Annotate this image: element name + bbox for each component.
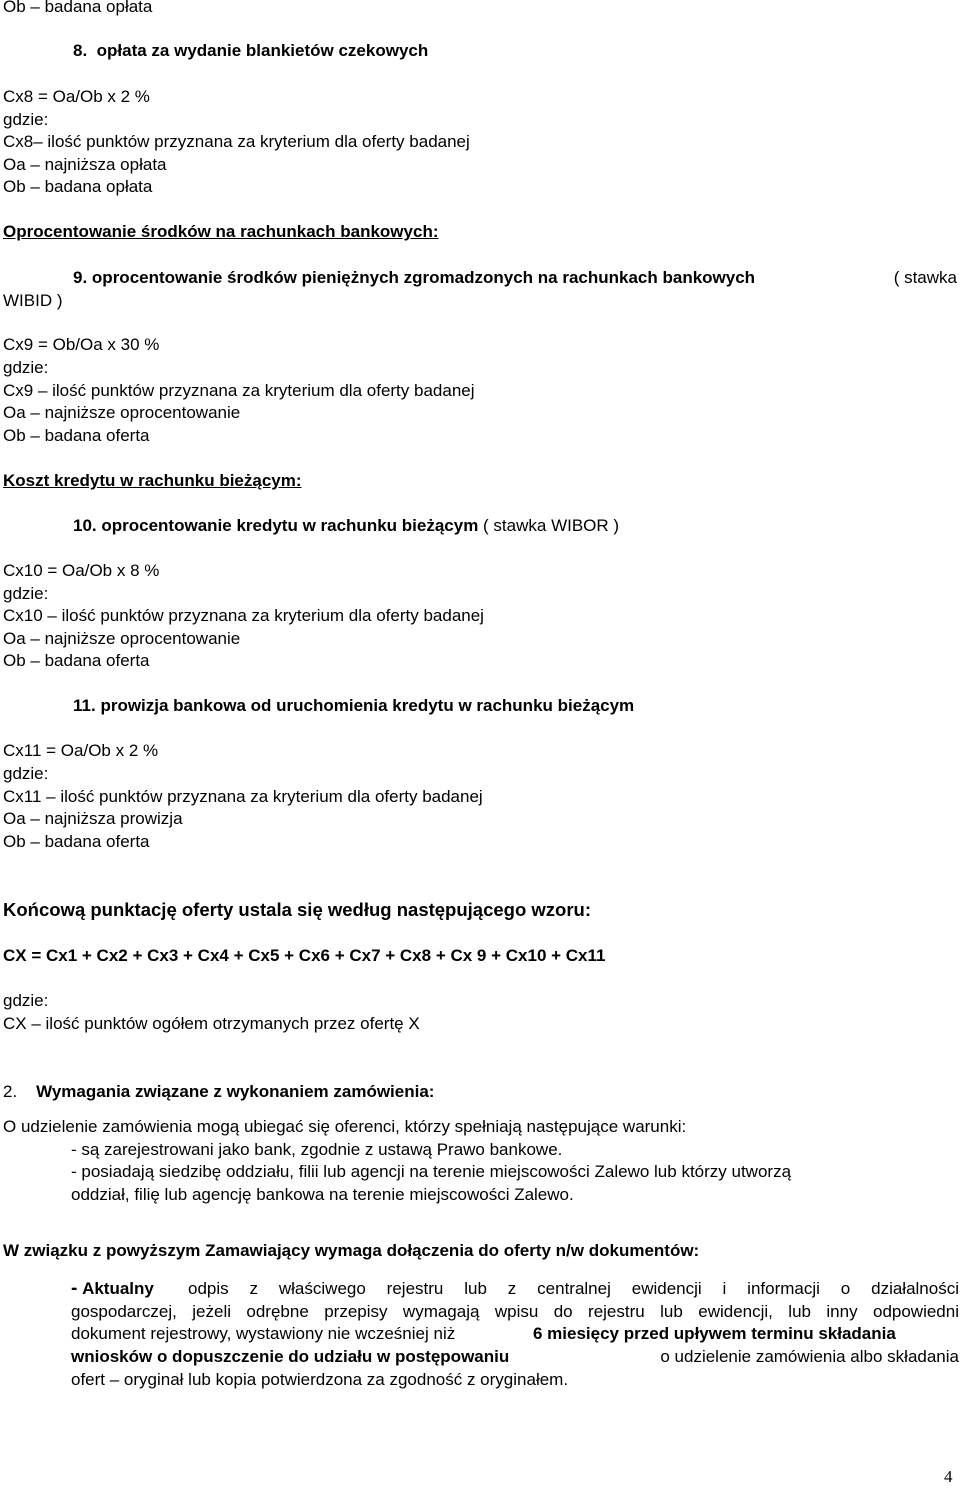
definition-cx: CX – ilość punktów ogółem otrzymanych przez ofertę X [3, 1014, 420, 1033]
document-line-3-bold: 6 miesięcy przed upływem terminu składania [533, 1324, 896, 1343]
heading-11-text: prowizja bankowa od uruchomienia kredytu w rachunku bieżącym [100, 696, 635, 715]
section-heading-credit: Koszt kredytu w rachunku bieżącym: [3, 471, 302, 490]
document-line-4-rest: o udzielenie zamówienia albo składania [660, 1347, 959, 1366]
requirement-item-2: - posiadają siedzibę oddziału, filii lub agencji na terenie miejscowości Zalewo lub którzy utworzą [71, 1162, 792, 1181]
final-score-formula: CX = Cx1 + Cx2 + Cx3 + Cx4 + Cx5 + Cx6 + Cx7 + Cx8 + Cx 9 + Cx10 + Cx11 [3, 946, 606, 965]
definition-ob: Ob – badana oferta [3, 426, 150, 445]
heading-10-number: 10. [73, 516, 97, 535]
documents-heading: W związku z powyższym Zamawiający wymaga dołączenia do oferty n/w dokumentów: [3, 1241, 700, 1260]
definition-cx9: Cx9 – ilość punktów przyznana za kryterium dla oferty badanej [3, 381, 475, 400]
document-paragraph-line-5: ofert – oryginał lub kopia potwierdzona za zgodność z oryginałem. [71, 1370, 569, 1389]
document-paragraph-line-4 [71, 1346, 959, 1368]
requirements-title: Wymagania związane z wykonaniem zamówienia: [36, 1082, 435, 1101]
definition-ob: Ob – badana oferta [3, 651, 150, 670]
heading-11-number: 11. [73, 696, 96, 715]
gdzie-label: gdzie: [3, 764, 49, 783]
definition-cx10: Cx10 – ilość punktów przyznana za kryterium dla oferty badanej [3, 606, 484, 625]
ob-definition-prev: Ob – badana opłata [3, 0, 153, 16]
definition-cx8: Cx8– ilość punktów przyznana za kryterium dla oferty badanej [3, 132, 470, 151]
gdzie-label: gdzie: [3, 584, 49, 603]
heading-9-note: ( stawka [893, 268, 957, 287]
definition-oa: Oa – najniższe oprocentowanie [3, 629, 241, 648]
document-line-3-text: dokument rejestrowy, wystawiony nie wcześniej niż [71, 1324, 456, 1343]
document-paragraph-line-1 [71, 1278, 959, 1300]
document-bold-aktualny: Aktualny [82, 1279, 154, 1298]
heading-8 [73, 40, 428, 62]
gdzie-label: gdzie: [3, 358, 49, 377]
heading-10 [73, 515, 619, 537]
requirements-heading [3, 1081, 434, 1103]
page-number: 4 [944, 1467, 953, 1486]
section-heading-interest: Oprocentowanie środków na rachunkach bankowych: [3, 222, 439, 241]
definition-cx11: Cx11 – ilość punktów przyznana za kryterium dla oferty badanej [3, 787, 483, 806]
document-dash: - [71, 1278, 78, 1299]
document-paragraph-line-2: gospodarczej, jeżeli odrębne przepisy wymagają wpisu do rejestru lub ewidencji, lub inny odpowiedni [71, 1302, 959, 1321]
requirement-item-1: - są zarejestrowani jako bank, zgodnie z ustawą Prawo bankowe. [71, 1140, 563, 1159]
document-paragraph-line-3 [71, 1323, 959, 1345]
heading-10-text: oprocentowanie kredytu w rachunku bieżącym [101, 516, 479, 535]
definition-oa: Oa – najniższa prowizja [3, 809, 183, 828]
heading-11 [73, 695, 634, 717]
formula-cx11: Cx11 = Oa/Ob x 2 % [3, 741, 159, 760]
heading-9-continuation: WIBID ) [3, 291, 63, 310]
heading-8-text: opłata za wydanie blankietów czekowych [96, 41, 429, 60]
formula-cx9: Cx9 = Ob/Oa x 30 % [3, 335, 160, 354]
formula-cx10: Cx10 = Oa/Ob x 8 % [3, 561, 160, 580]
formula-cx8: Cx8 = Oa/Ob x 2 % [3, 87, 150, 106]
gdzie-label: gdzie: [3, 110, 49, 129]
document-line-1-rest: odpis z właściwego rejestru lub z centralnej ewidencji i informacji o działalności [188, 1279, 959, 1298]
heading-10-note: ( stawka WIBOR ) [483, 516, 620, 535]
heading-9-text: oprocentowanie środków pieniężnych zgromadzonych na rachunkach bankowych [91, 268, 756, 287]
heading-8-number: 8. [73, 41, 88, 60]
document-line-4-bold: wniosków o dopuszczenie do udziału w postępowaniu [71, 1347, 510, 1366]
final-score-heading: Końcową punktację oferty ustala się według następującego wzoru: [3, 899, 592, 920]
heading-9 [73, 267, 957, 289]
definition-ob: Ob – badana oferta [3, 832, 150, 851]
definition-ob: Ob – badana opłata [3, 177, 153, 196]
requirements-intro: O udzielenie zamówienia mogą ubiegać się oferenci, którzy spełniają następujące warunki: [3, 1117, 687, 1136]
requirement-item-2-cont: oddział, filię lub agencję bankowa na terenie miejscowości Zalewo. [71, 1185, 574, 1204]
definition-oa: Oa – najniższa opłata [3, 155, 167, 174]
requirements-number: 2. [3, 1082, 18, 1101]
heading-9-number: 9. [73, 268, 88, 287]
gdzie-label: gdzie: [3, 991, 49, 1010]
definition-oa: Oa – najniższe oprocentowanie [3, 403, 241, 422]
